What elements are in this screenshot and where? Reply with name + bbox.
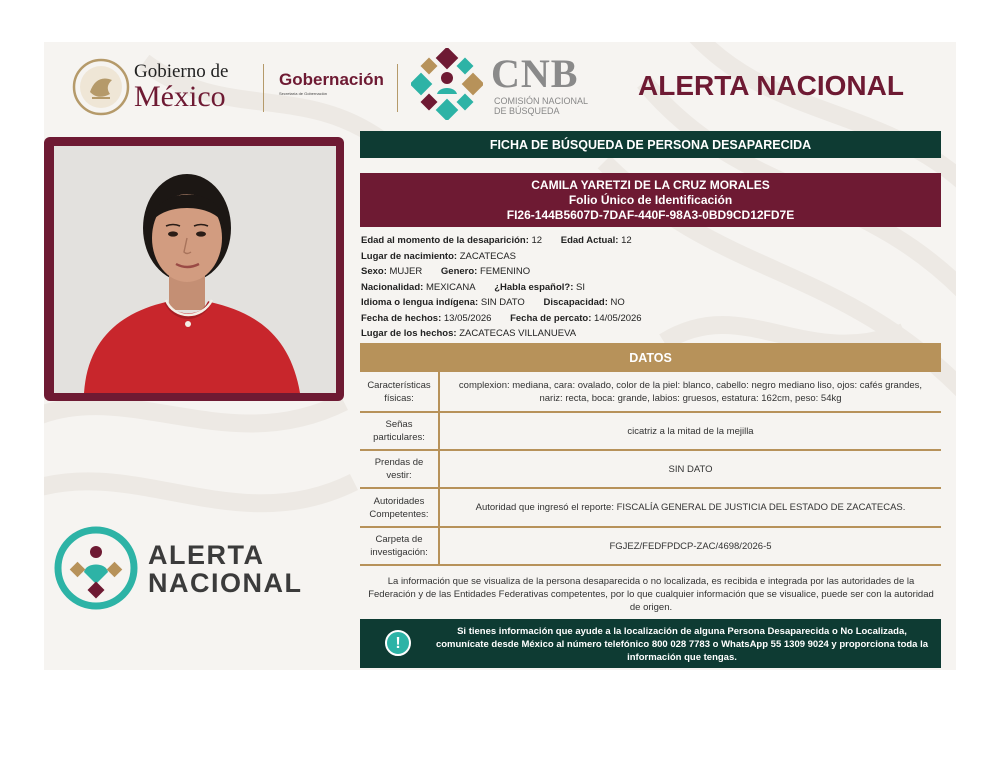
habla-value: SI	[576, 281, 586, 293]
discapacidad-value: NO	[610, 297, 625, 308]
exclamation-icon: !	[385, 630, 411, 656]
cnb-logo-text: CNB	[491, 51, 579, 96]
info-row	[361, 264, 645, 280]
lugar-hechos-value: ZACATECAS VILLANUEVA	[459, 328, 577, 339]
cnb-sub-line2: DE BÚSQUEDA	[494, 106, 560, 116]
idioma-label: Idioma o lengua indígena:	[361, 297, 479, 308]
datos-label: Autoridades Competentes:	[360, 488, 439, 527]
datos-value: complexion: mediana, cara: ovalado, color de la piel: blanco, cabello: negro mediano liso, ojos: cafés grandes, nariz: recta, boca: grande, labios: gruesos, estatura: 162cm, peso: 54kg	[439, 372, 941, 412]
header-divider	[397, 64, 398, 112]
logo-line2: NACIONAL	[148, 568, 303, 598]
contact-bar	[360, 619, 941, 668]
info-row	[361, 280, 645, 296]
header-divider	[263, 64, 264, 112]
nacionalidad-value: MEXICANA	[425, 281, 476, 293]
discapacidad-label: Discapacidad:	[543, 297, 608, 308]
datos-label: Prendas de vestir:	[360, 450, 439, 488]
idioma-value: SIN DATO	[480, 297, 525, 308]
ficha-title-bar: FICHA DE BÚSQUEDA DE PERSONA DESAPARECIDA	[360, 131, 941, 158]
table-row	[360, 527, 941, 565]
person-info	[361, 233, 645, 342]
person-name-box	[360, 173, 941, 227]
nacionalidad-label: Nacionalidad:	[361, 281, 424, 293]
mexico-coat-of-arms-icon	[72, 58, 130, 116]
cnb-sub-line1: COMISIÓN NACIONAL	[494, 96, 589, 106]
lugar-hechos-label: Lugar de los hechos:	[361, 328, 457, 339]
person-name: CAMILA YARETZI DE LA CRUZ MORALES	[531, 178, 770, 192]
gob-line2: México	[134, 80, 226, 113]
folio-value: FI26-144B5607D-7DAF-440F-98A3-0BD9CD12FD7E	[506, 208, 795, 222]
table-row	[360, 488, 941, 527]
habla-label: ¿Habla español?:	[494, 281, 574, 293]
sexo-value: MUJER	[389, 266, 423, 277]
sexo-label: Sexo:	[361, 266, 387, 277]
lugar-nacimiento-label: Lugar de nacimiento:	[361, 250, 458, 262]
datos-title-bar: DATOS	[360, 343, 941, 372]
cnb-subtitle	[494, 96, 588, 116]
datos-value: SIN DATO	[439, 450, 941, 488]
datos-label: Carpeta de investigación:	[360, 527, 439, 565]
fecha-hechos-value: 13/05/2026	[443, 312, 492, 324]
edad-desaparicion-label: Edad al momento de la desaparición:	[361, 235, 529, 246]
edad-actual-label: Edad Actual:	[560, 235, 619, 246]
alerta-nacional-title: ALERTA NACIONAL	[638, 70, 904, 101]
gob-line1: Gobierno de	[134, 61, 229, 82]
info-row	[361, 233, 645, 249]
genero-label: Genero:	[440, 266, 478, 277]
datos-value: Autoridad que ingresó el reporte: FISCALÍA GENERAL DE JUSTICIA DEL ESTADO DE ZACATECAS.	[439, 488, 941, 527]
fecha-hechos-label: Fecha de hechos:	[361, 312, 442, 324]
folio-label: Folio Único de Identificación	[568, 193, 733, 207]
table-row	[360, 412, 941, 450]
datos-label: Características físicas:	[360, 372, 439, 412]
contact-text: Si tienes información que ayude a la localización de alguna Persona Desaparecida o No Localizada, comunícate desde México al número telefónico 800 028 7783 o WhatsApp 55 1309 9024 y proporciona toda la información que tengas.	[435, 626, 929, 663]
edad-actual-value: 12	[621, 235, 632, 246]
table-row	[360, 372, 941, 412]
disclaimer-text: La información que se visualiza de la persona desaparecida o no localizada, es recibida e integrada por las autoridades de la Federación y de las Entidades Federativas competentes, por lo que cualquier información que se visualice, puede ser con la autoridad de origen.	[368, 576, 934, 613]
edad-desaparicion-value: 12	[531, 235, 543, 246]
fecha-percato-value: 14/05/2026	[594, 312, 642, 324]
datos-value: cicatriz a la mitad de la mejilla	[439, 412, 941, 450]
fecha-percato-label: Fecha de percato:	[510, 312, 592, 324]
genero-value: FEMENINO	[479, 266, 531, 277]
alerta-nacional-emblem-icon	[54, 526, 138, 610]
info-row	[361, 326, 645, 342]
cnb-emblem-icon	[411, 48, 483, 120]
gobernacion-logo: Gobernación	[279, 70, 384, 89]
lugar-nacimiento-value: ZACATECAS	[459, 250, 517, 262]
person-portrait-image	[54, 146, 336, 393]
info-row	[361, 295, 645, 311]
datos-value: FGJEZ/FEDFPDCP-ZAC/4698/2026-5	[439, 527, 941, 565]
datos-table	[360, 372, 941, 566]
logo-line1: ALERTA	[148, 540, 265, 570]
info-row	[361, 249, 645, 265]
info-row	[361, 311, 645, 327]
gobernacion-subtitle: Secretaría de Gobernación	[279, 91, 328, 96]
datos-label: Señas particulares:	[360, 412, 439, 450]
table-row	[360, 450, 941, 488]
gobierno-de-mexico-logo	[134, 62, 228, 112]
alerta-nacional-logo-text	[148, 541, 303, 597]
missing-person-photo	[54, 146, 336, 393]
